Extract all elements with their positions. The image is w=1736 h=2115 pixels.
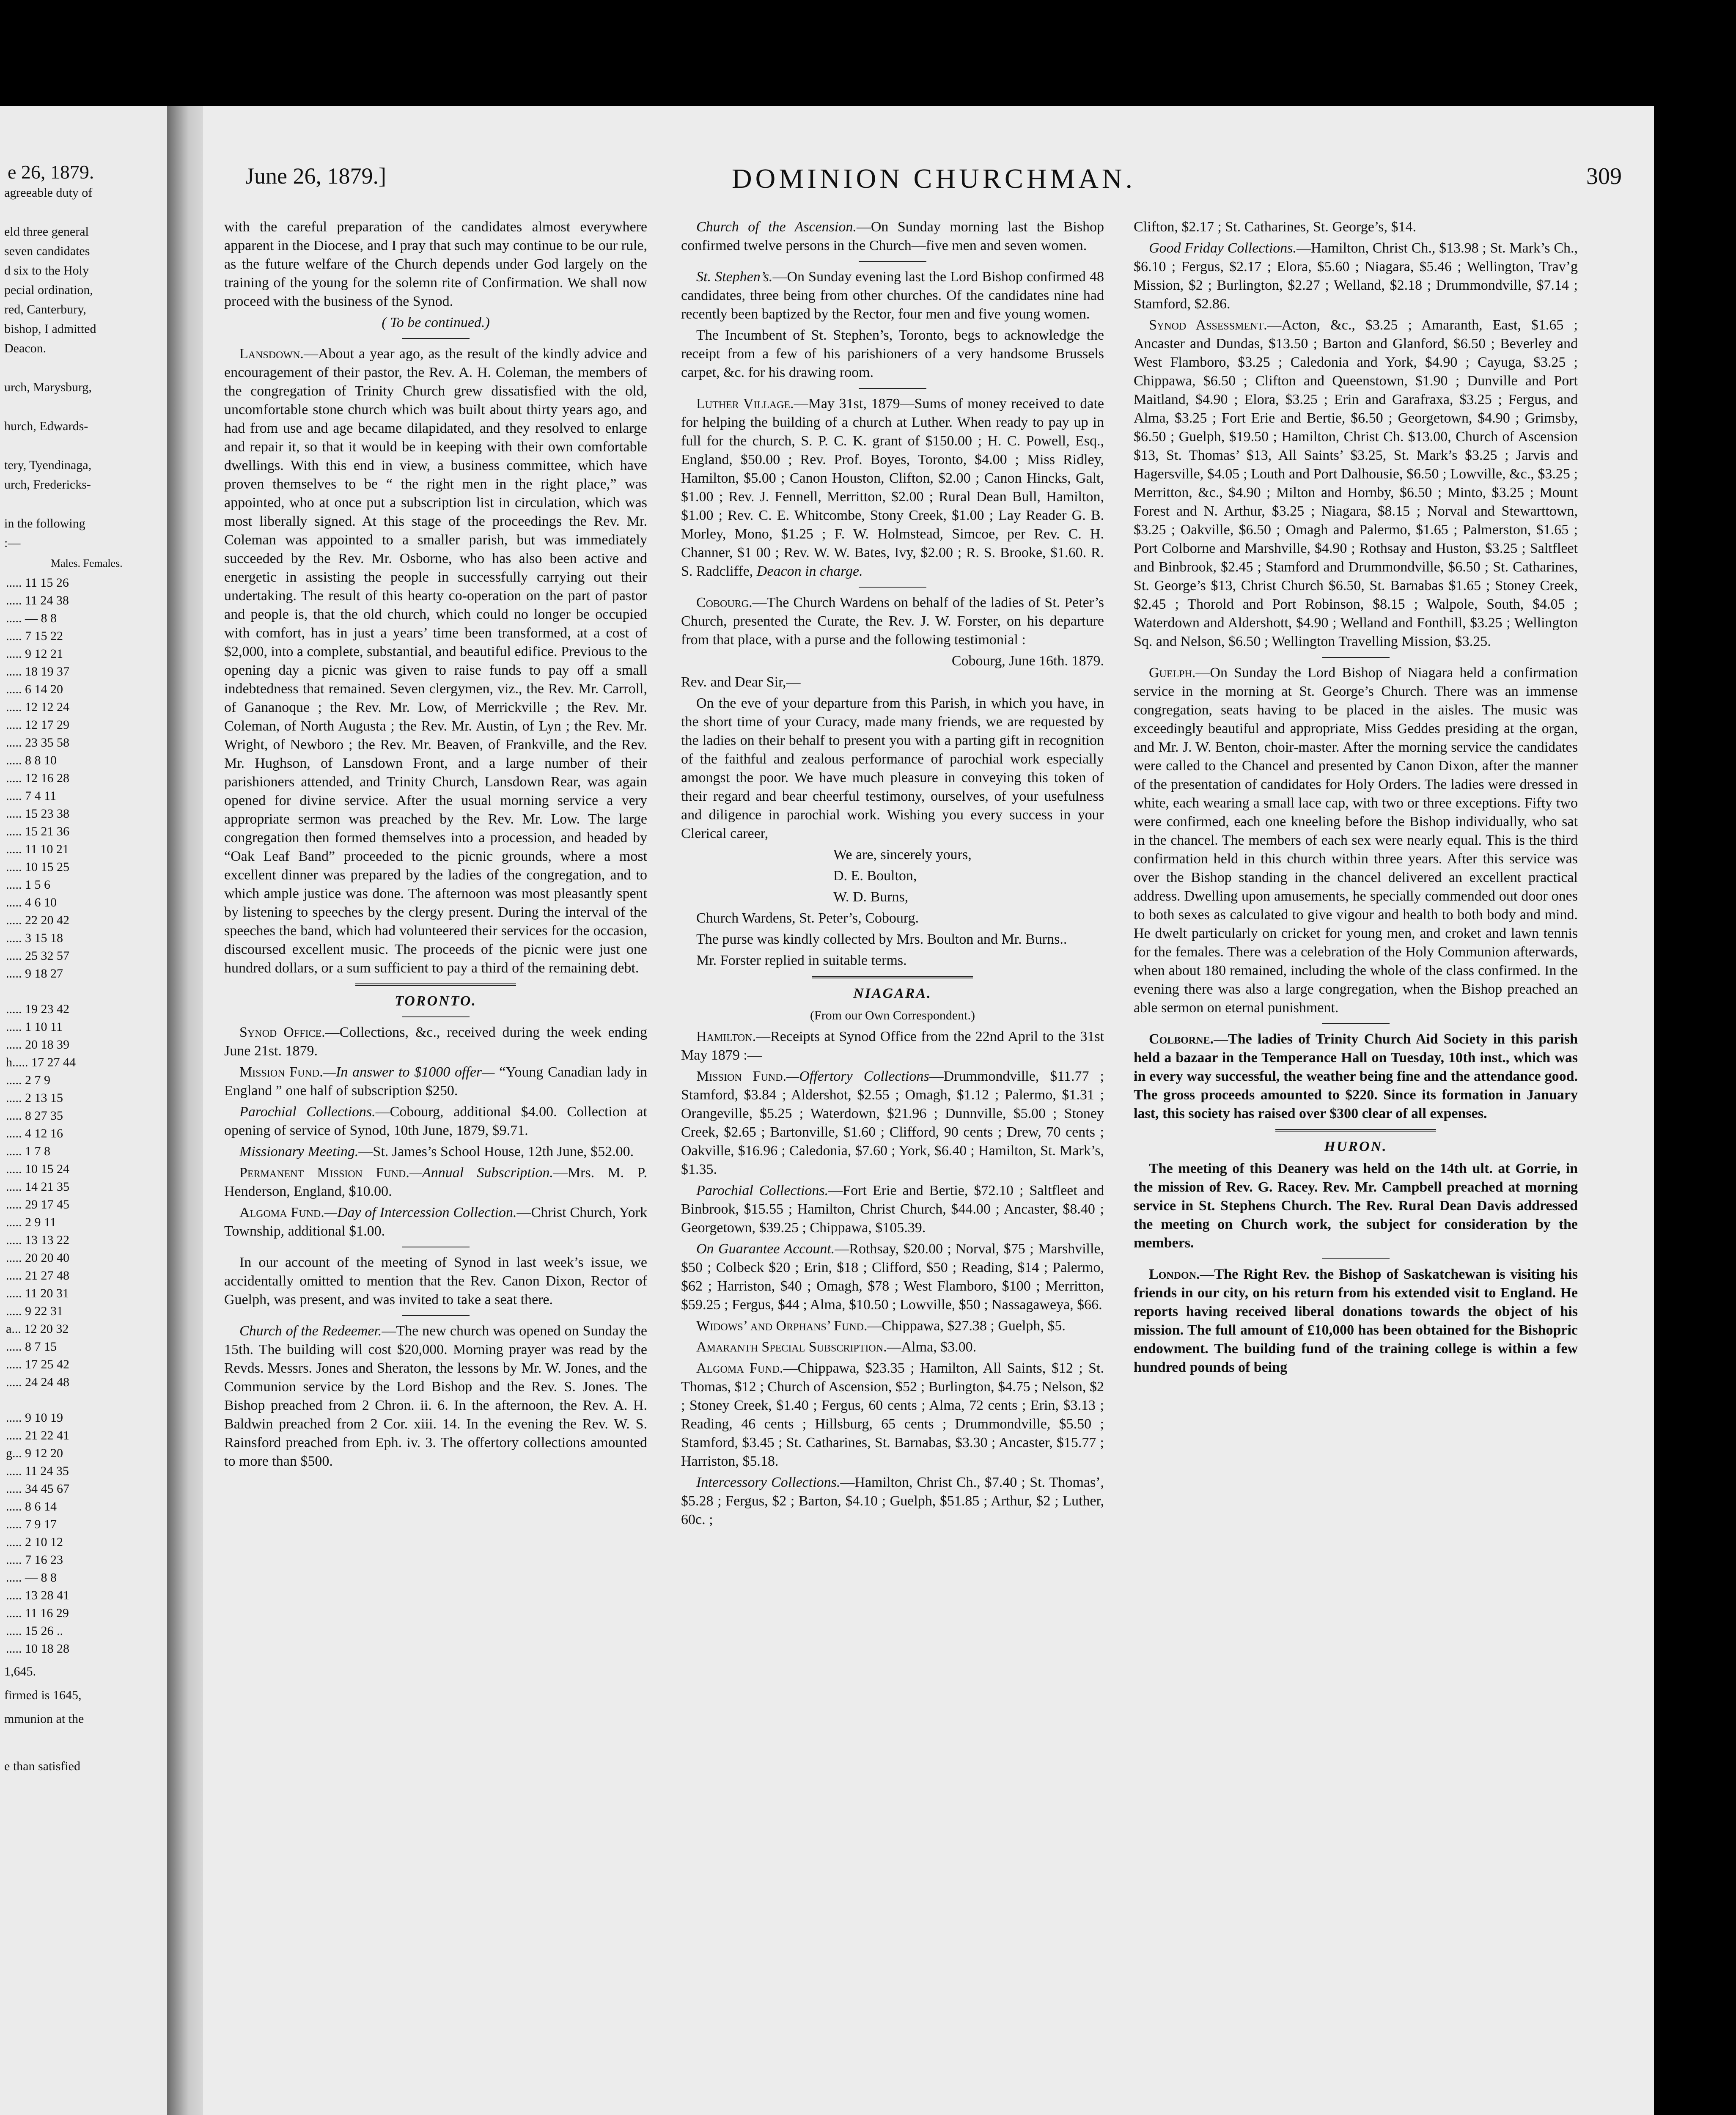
text-line: urch, Marysburg, [4,380,92,394]
table-row: ..... 9 22 31 [6,1304,63,1318]
table-row: ..... 11 24 38 [6,593,69,607]
st-stephens-item: St. Stephen’s.—On Sunday evening last the Lord Bishop confirmed 48 candidates, three being from other churches. Of the candidates nine had recently been baptized by the Rector, four men and five young women. [681,269,1104,322]
redeemer-article: Church of the Redeemer.—The new church was opened on Sunday the 15th. The building will cost $20,000. Morning prayer was read by the Revds. Messrs. Jones and Sheraton, the lessons by Mr. W. Jones, and the Communion service by the Lord Bishop and the Rev. S. Jones. The Bishop preached from 2 Chron. ii. 6. In the afternoon, the Rev. A. H. Baldwin preached from 2 Cor. xiii. 14. In the evening the Rev. W. S. Rainsford preached from Eph. iv. 3. The offertory collections amounted to more than $500. [224,1323,647,1469]
table-row: ..... 15 23 38 [6,807,69,821]
text-line: firmed is 1645, [4,1688,82,1702]
confirmation-table [0,574,167,1658]
text-line: d six to the Holy [4,264,89,277]
letter-closing: We are, sincerely yours, [833,847,972,862]
parochial-item: Parochial Collections.—Cobourg, additional $4.00. Collection at opening of service of Synod, 10th June, 1879, $9.71. [224,1104,647,1138]
section-heading-huron: HURON. [1324,1139,1387,1154]
text-line [0,494,167,514]
divider [859,587,926,588]
text-line: eld three general [4,225,89,239]
guelph-article: Guelph.—On Sunday the Lord Bishop of Niagara held a confirmation service in the morning at St. George’s Church. There was an immense congregation, seats having to be placed in the aisles. The music was exceedingly beautiful and appropriate, Miss Geddes presiding at the organ, and Mr. J. W. Benton, choir-master. After the morning service the candidates were called to the Chancel and presented by Canon Dixon, after the manner of the presentation of candidates for Holy Orders. The ladies were dressed in white, each wearing a small lace cap, with two or three exceptions. Fifty two were confirmed, each one kneeling before the Bishop individually, who sat in the chancel. The members of each sex were nearly equal. This is the third confirmation held in this church within three years. After this service was over the Bishop standing in the chancel delivered an excellent practical address. Dwelling upon amusements, he specially commended out door ones to both sexes as calculated to give vigour and health to both body and mind. He dwelt particularly on cricket for young men, and croket and lawn tennis for the females. There was a celebration of the Holy Communion afterwards, when about 180 remained, including the whole of the class confirmed. In the evening there was also a large congregation, when the Bishop preached an able sermon on eternal punishment. [1134,665,1578,1016]
text-line: mmunion at the [4,1712,84,1726]
table-row: ..... 3 15 18 [6,931,63,945]
table-row: ..... 6 14 20 [6,682,63,696]
text-line: e than satisfied [4,1759,80,1773]
letter-body: On the eve of your departure from this Parish, in which you have, in the short time of your Curacy, made many friends, we are requested by the ladies on their behalf to present you with a parting gift in recognition of the faithful and zealous performance of parochial work especially amongst the poor. We have much pleasure in conveying this token of their regard and bear cheerful testimony, ourselves, of your usefulness and diligence in parochial work. Wishing you every success in your Clerical career, [681,695,1104,841]
table-row: ..... 8 7 15 [6,1340,57,1354]
divider [1322,1258,1390,1259]
correspondent-note: (From our Own Correspondent.) [810,1008,975,1022]
text-line: pecial ordination, [4,283,93,297]
table-column-headers: Males. Females. [51,557,123,569]
table-row: ..... 15 21 36 [6,824,69,838]
table-row: ..... 12 12 24 [6,700,69,714]
hamilton-receipts: Hamilton.—Receipts at Synod Office from the 22nd April to the 31st May 1879 :— [681,1029,1104,1063]
paragraph: with the careful preparation of the candidates almost everywhere apparent in the Diocese, and I pray that such may continue to be our rule, as the future welfare of the Church depends under God largely on the training of the young for the solemn rite of Confirmation. We shall now proceed with the business of the Synod. [224,219,647,309]
section-heading-niagara: NIAGARA. [853,986,932,1001]
text-line: agreeable duty of [4,186,93,200]
table-row: ..... 34 45 67 [6,1482,69,1496]
table-row: a... 12 20 32 [6,1322,69,1336]
previous-page-footer [0,1662,167,1776]
table-row: ..... 7 16 23 [6,1553,63,1567]
text-line: 1,645. [4,1665,36,1678]
parochial-collections-list: Parochial Collections.—Fort Erie and Bertie, $72.10 ; Saltfleet and Binbrook, $15.55 ; Hamilton, Christ Church, $44.00 ; Ancaster, $8.40 ; Georgetown, $39.25 ; Chippawa, $105.39. [681,1183,1104,1236]
forster-reply: Mr. Forster replied in suitable terms. [696,953,907,968]
intercessory-list: Intercessory Collections.—Hamilton, Christ Ch., $7.40 ; St. Thomas’, $5.28 ; Fergus, $2 ; Barton, $4.10 ; Guelph, $51.85 ; Arthur, $2 ; Luther, 60c. ; [681,1475,1104,1527]
good-friday-list: Good Friday Collections.—Hamilton, Christ Ch., $13.98 ; St. Mark’s Ch., $6.10 ; Fergus, $2.17 ; Elora, $5.60 ; Niagara, $5.46 ; Wellington, Trav’g Mission, $2 ; Burlington, $2.27 ; Welland, $2.18 ; Drummondville, $7.14 ; Stamford, $2.86. [1134,240,1578,312]
algoma-fund-list: Algoma Fund.—Chippawa, $23.35 ; Hamilton, All Saints, $12 ; St. Thomas, $12 ; Church of Ascension, $52 ; Burlington, $4.75 ; Nelson, $2 ; Stoney Creek, $1.40 ; Fergus, 60 cents ; Alma, 72 cents ; Erin, $3.13 ; Reading, 46 cents ; Hillsburg, 65 cents ; Drummondville, $5.50 ; Stamford, $3.45 ; St. Catharines, St. Barnabas, $3.30 ; Ancaster, $15.77 ; Harriston, $5.18. [681,1360,1104,1469]
issue-date: June 26, 1879.] [245,163,386,189]
letter-signer: D. E. Boulton, [833,868,917,884]
table-row: ..... 11 10 21 [6,842,69,856]
masthead-title: DOMINION CHURCHMAN. [732,163,1136,194]
to-be-continued: ( To be continued.) [382,315,490,330]
page-gutter [167,106,203,2115]
table-row: ..... 20 18 39 [6,1038,69,1052]
column-1 [224,218,647,1473]
missionary-meeting-item: Missionary Meeting.—St. James’s School House, 12th June, $52.00. [239,1144,634,1159]
table-row: ..... 23 35 58 [6,736,69,750]
table-row: ..... 9 18 27 [6,967,63,981]
text-line: red, Canterbury, [4,302,86,316]
divider [859,388,926,389]
divider [402,338,470,339]
table-row: ..... — 8 8 [6,1571,57,1585]
huron-deanery-article: The meeting of this Deanery was held on the 14th ult. at Gorrie, in the mission of Rev. G. Racey. Rev. Mr. Campbell preached at morning service in St. Stephens Church. The Rev. Rural Dean Davis addressed the meeting on Church work, the subject for consideration by the members. [1134,1161,1578,1251]
text-line: tery, Tyendinaga, [4,458,92,472]
text-line [0,358,167,378]
table-row: ..... 12 16 28 [6,771,69,785]
colborne-article: Colborne.—The ladies of Trinity Church Aid Society in this parish held a bazaar in the Temperance Hall on Tuesday, 10th inst., which was in every way successful, the weather being fine and the attendance good. The gross proceeds amounted to $220. Since its formation in January last, this society has raised over $300 clear of all expenses. [1134,1031,1578,1121]
table-row: ..... 7 4 11 [6,789,56,803]
church-wardens-line: Church Wardens, St. Peter’s, Cobourg. [696,910,919,926]
table-row: ..... 20 20 40 [6,1251,69,1265]
previous-page-text [0,183,167,553]
table-row: ..... 17 25 42 [6,1357,69,1371]
divider [402,1315,470,1316]
letter-date: Cobourg, June 16th. 1879. [951,653,1104,669]
table-row: ..... 8 27 35 [6,1109,63,1123]
divider [1322,1023,1390,1024]
widows-orphans-list: Widows’ and Orphans’ Fund.—Chippawa, $27.38 ; Guelph, $5. [696,1318,1066,1334]
text-line: urch, Fredericks- [4,478,91,492]
newspaper-page [203,106,1654,2115]
table-row: ..... 22 20 42 [6,913,69,927]
table-row: ..... 11 16 29 [6,1606,69,1620]
table-row: ..... 21 22 41 [6,1428,69,1442]
table-row: ..... 7 15 22 [6,629,63,643]
table-row: ..... 15 26 .. [6,1624,63,1638]
table-row: ..... 12 17 29 [6,718,69,732]
table-row: ..... 13 28 41 [6,1588,69,1602]
table-row: ..... 7 9 17 [6,1517,57,1531]
divider [402,1016,470,1017]
table-row: ..... — 8 8 [6,611,57,625]
algoma-fund-item: Algoma Fund.—Day of Intercession Collection.—Christ Church, York Township, additional $1.00. [224,1205,647,1239]
letter-signer: W. D. Burns, [833,889,909,905]
intercessory-continued: Clifton, $2.17 ; St. Catharines, St. George’s, $14. [1134,219,1417,235]
letter-salutation: Rev. and Dear Sir,— [681,674,801,690]
cobourg-item: Cobourg.—The Church Wardens on behalf of the ladies of St. Peter’s Church, presented the Curate, the Rev. J. W. Forster, on his departure from that place, with a purse and the following testimonial : [681,595,1104,648]
ascension-item: Church of the Ascension.—On Sunday morning last the Bishop confirmed twelve persons in the Church—five men and seven women. [681,219,1104,253]
page-header [203,163,1654,197]
column-3 [1134,218,1578,1379]
table-row: h..... 17 27 44 [6,1055,76,1069]
column-2 [681,218,1104,1532]
table-row: ..... 1 5 6 [6,878,50,892]
luther-village-item: Luther Village.—May 31st, 1879—Sums of money received to date for helping the building of a church at Luther. When ready to pay up in full for the church, S. P. C. K. grant of $150.00 ; H. C. Powell, Esq., England, $50.00 ; Rev. Prof. Boyes, Toronto, $4.00 ; Miss Ridley, Hamilton, $5.00 ; Canon Houston, Clifton, $2.00 ; Canon Hincks, Galt, $1.00 ; Rev. J. Fennell, Merritton, $2.00 ; Rural Dean Bull, Hamilton, $1.00 ; Rev. C. E. Whitcombe, Stony Creek, $1.00 ; Lay Reader G. B. Morley, Mono, $1.25 ; F. W. Holmstead, Simcoe, per Rev. C. H. Channer, $1 00 ; Rev. W. W. Bates, Ivy, $2.00 ; R. S. Brooke, $1.60. R. S. Radcliffe, Deacon in charge. [681,396,1104,579]
amaranth-list: Amaranth Special Subscription.—Alma, $3.00. [696,1339,977,1355]
mission-fund-list: Mission Fund.—Offertory Collections—Drummondville, $11.77 ; Stamford, $3.84 ; Aldershot, $2.55 ; Omagh, $1.12 ; Palermo, $1.31 ; Orangeville, $5.25 ; Waterdown, $21.96 ; Dunnville, $5.00 ; Stoney Creek, $2.65 ; Bartonville, $1.60 ; Clifford, 90 cents ; Drew, 70 cents ; Oakville, $16.96 ; Caledonia, $7.60 ; York, $6.40 ; Hamilton, St. Mark’s, $1.35. [681,1068,1104,1177]
synod-office-item: Synod Office.—Collections, &c., received during the week ending June 21st. 1879. [224,1025,647,1059]
text-line: :— [4,536,21,550]
table-row: ..... 2 9 11 [6,1215,56,1229]
divider [1275,1129,1436,1132]
table-row: ..... 25 32 57 [6,949,69,963]
text-line: seven candidates [4,244,90,258]
table-row: ..... 14 21 35 [6,1180,69,1194]
lansdown-article: Lansdown.—About a year ago, as the result of the kindly advice and encouragement of their pastor, the Rev. A. H. Coleman, the members of the congregation of Trinity Church grew dissatisfied with the old, uncomfortable stone church which was built about thirty years ago, and had from use and age became dilapidated, and they resolved to enlarge and repair it, so that it would be in keeping with their own comfortable dwellings. With this end in view, a business committee, which have proven themselves to be “ the right men in the right place,” was appointed, who at once put a subscription list in circulation, which was most liberally signed. At this stage of the proceedings the Rev. Mr. Coleman was appointed to a smaller parish, but was immediately succeeded by the Rev. Mr. Osborne, who has also been active and energetic in assisting the people in successfully carrying out their undertaking. The result of this hearty co-operation on the part of pastor and people is, that the old church, which could no longer be occupied with comfort, has in just a years’ time been transformed, at a cost of $2,000, into a complete, substantial, and beautiful edifice. Previous to the opening day a picnic was given to raise funds to pay off a small indebtedness that remained. Seven clergymen, viz., the Rev. Mr. Carroll, of Gananoque ; the Rev. Mr. Low, of Merrickville ; the Rev. Mr. Coleman, of North Augusta ; the Rev. Mr. Austin, of Lyn ; the Rev. Mr. Wright, of Newboro ; the Rev. Mr. Beaven, of Frankville, and the Rev. Mr. Hughson, of Lansdown Front, and a large number of their parishioners attended, and Trinity Church, Lansdown Rear, was again opened for divine service. After the usual morning service a very appropriate sermon was preached by the Rev. Mr. Low. The large congregation then formed themselves into a procession, and headed by “Oak Leaf Band” proceeded to the picnic grounds, where a most excellent dinner was prepared by the ladies of the congregation, and to which ample justice was done. The afternoon was most pleasantly spent by listening to speeches by the clergy present. During the interval of the speeches the band, which had volunteered their services for the occasion, discoursed excellent music. The proceeds of the picnic were just one hundred dollars, or a sum sufficient to pay a third of the remaining debt. [224,346,647,976]
table-row: ..... 24 24 48 [6,1375,69,1389]
table-row: ..... 19 23 42 [6,1002,69,1016]
text-line: Deacon. [4,341,47,355]
text-line: hurch, Edwards- [4,419,88,433]
table-row: ..... 2 7 9 [6,1073,50,1087]
london-article: London.—The Right Rev. the Bishop of Saskatchewan is visiting his friends in our city, on his return from his extended visit to England. He reports having received liberal donations towards the object of his mission. The full amount of £10,000 has been obtained for the Bishopric endowment. The building fund of the training college is within a few hundred pounds of being [1134,1266,1578,1375]
text-line [0,397,167,417]
divider [1322,657,1390,658]
table-row: ..... 9 10 19 [6,1411,63,1425]
text-line [0,1733,167,1752]
table-row [0,983,167,1000]
divider [859,261,926,262]
table-row: ..... 4 12 16 [6,1126,63,1140]
table-row: ..... 21 27 48 [6,1269,69,1283]
table-row: ..... 1 7 8 [6,1144,50,1158]
table-row: ..... 29 17 45 [6,1198,69,1211]
table-row: ..... 10 15 25 [6,860,69,874]
page-number: 309 [1586,163,1622,190]
table-row: ..... 11 20 31 [6,1286,69,1300]
table-row: ..... 18 19 37 [6,665,69,678]
synod-account-note: In our account of the meeting of Synod in last week’s issue, we accidentally omitted to mention that the Rev. Canon Dixon, Rector of Guelph, was present, and was invited to take a seat there. [224,1255,647,1307]
table-row: ..... 4 6 10 [6,895,57,909]
table-row: ..... 10 18 28 [6,1642,69,1656]
divider [812,976,973,978]
table-row: ..... 8 8 10 [6,753,57,767]
table-row: ..... 10 15 24 [6,1162,69,1176]
text-line: bishop, I admitted [4,322,96,336]
guarantee-account-list: On Guarantee Account.—Rothsay, $20.00 ; Norval, $75 ; Marshville, $50 ; Colbeck $20 ; Erin, $18 ; Clifford, $50 ; Reading, $14 ; Palermo, $62 ; Harriston, $40 ; Omagh, $78 ; West Flamboro, $100 ; Merritton, $59.25 ; Fergus, $44 ; Alma, $10.50 ; Lowville, $50 ; Nassagaweya, $66. [681,1241,1104,1313]
previous-page-header: e 26, 1879. [8,161,94,183]
synod-assessment-list: Synod Assessment.—Acton, &c., $3.25 ; Amaranth, East, $1.65 ; Ancaster and Dundas, $13.50 ; Barton and Glanford, $6.50 ; Beverley and West Flamboro, $3.25 ; Caledonia and York, $4.90 ; Cayuga, $3.25 ; Chippawa, $6.50 ; Clifton and Queenstown, $1.90 ; Dunville and Port Maitland, $4.90 ; Elora, $3.25 ; Erin and Garafraxa, $3.25 ; Fergus, and Alma, $3.25 ; Fort Erie and Bertie, $6.50 ; Georgetown, $4.90 ; Grimsby, $6.50 ; Guelph, $19.50 ; Hamilton, Christ Ch. $13.00, Church of Ascension $13, St. Thomas’ $13, All Saints’ $3.25, St. Mark’s $3.25 ; Jarvis and Hagersville, $4.05 ; Louth and Port Dalhousie, $6.50 ; Lowville, &c., $3.25 ; Merritton, &c., $4.90 ; Milton and Hornby, $6.50 ; Minto, $3.25 ; Mount Forest and N. Arthur, $3.25 ; Niagara, $8.15 ; Norval and Stewarttown, $3.25 ; Oakville, $6.50 ; Omagh and Palermo, $1.65 ; Palmerston, $1.65 ; Port Colborne and Marshville, $4.90 ; Rothsay and Huston, $3.25 ; Saltfleet and Binbrook, $2.45 ; Stamford and Drummondville, $6.50 ; St. Catharines, St. George’s $13, Christ Church $6.50, St. Barnabas $1.65 ; Stoney Creek, $2.45 ; Thorold and Port Robinson, $8.15 ; Walpole, South, $4.05 ; Waterdown and Aldershott, $4.90 ; Welland and Fonthill, $3.25 ; Wellington Sq. and Nelson, $6.50 ; Wellington Travelling Mission, $3.25. [1134,317,1578,649]
table-row: ..... 9 12 21 [6,647,63,661]
divider [355,983,516,986]
incumbent-item: The Incumbent of St. Stephen’s, Toronto, begs to acknowledge the receipt from a few of his parishioners of a very handsome Brussels carpet, &c. for his drawing room. [681,327,1104,380]
text-line [0,436,167,456]
table-row: ..... 13 13 22 [6,1233,69,1247]
table-row: ..... 11 24 35 [6,1464,69,1478]
mission-fund-item: Mission Fund.—In answer to $1000 offer— “Young Canadian lady in England ” one half of subscription $250. [224,1064,648,1099]
table-row: ..... 2 10 12 [6,1535,63,1549]
text-line [0,203,167,222]
table-row: ..... 1 10 11 [6,1020,63,1034]
table-row: ..... 11 15 26 [6,576,69,590]
table-row: ..... 8 6 14 [6,1500,57,1513]
previous-page-fragment [0,106,167,2115]
section-heading-toronto: TORONTO. [395,993,477,1009]
table-row: g... 9 12 20 [6,1446,63,1460]
permanent-fund-item: Permanent Mission Fund.—Annual Subscription.—Mrs. M. P. Henderson, England, $10.00. [224,1165,647,1199]
table-row [0,1391,167,1409]
text-line: in the following [4,516,85,530]
purse-note: The purse was kindly collected by Mrs. Boulton and Mr. Burns.. [696,931,1067,947]
table-row: ..... 2 13 15 [6,1091,63,1105]
